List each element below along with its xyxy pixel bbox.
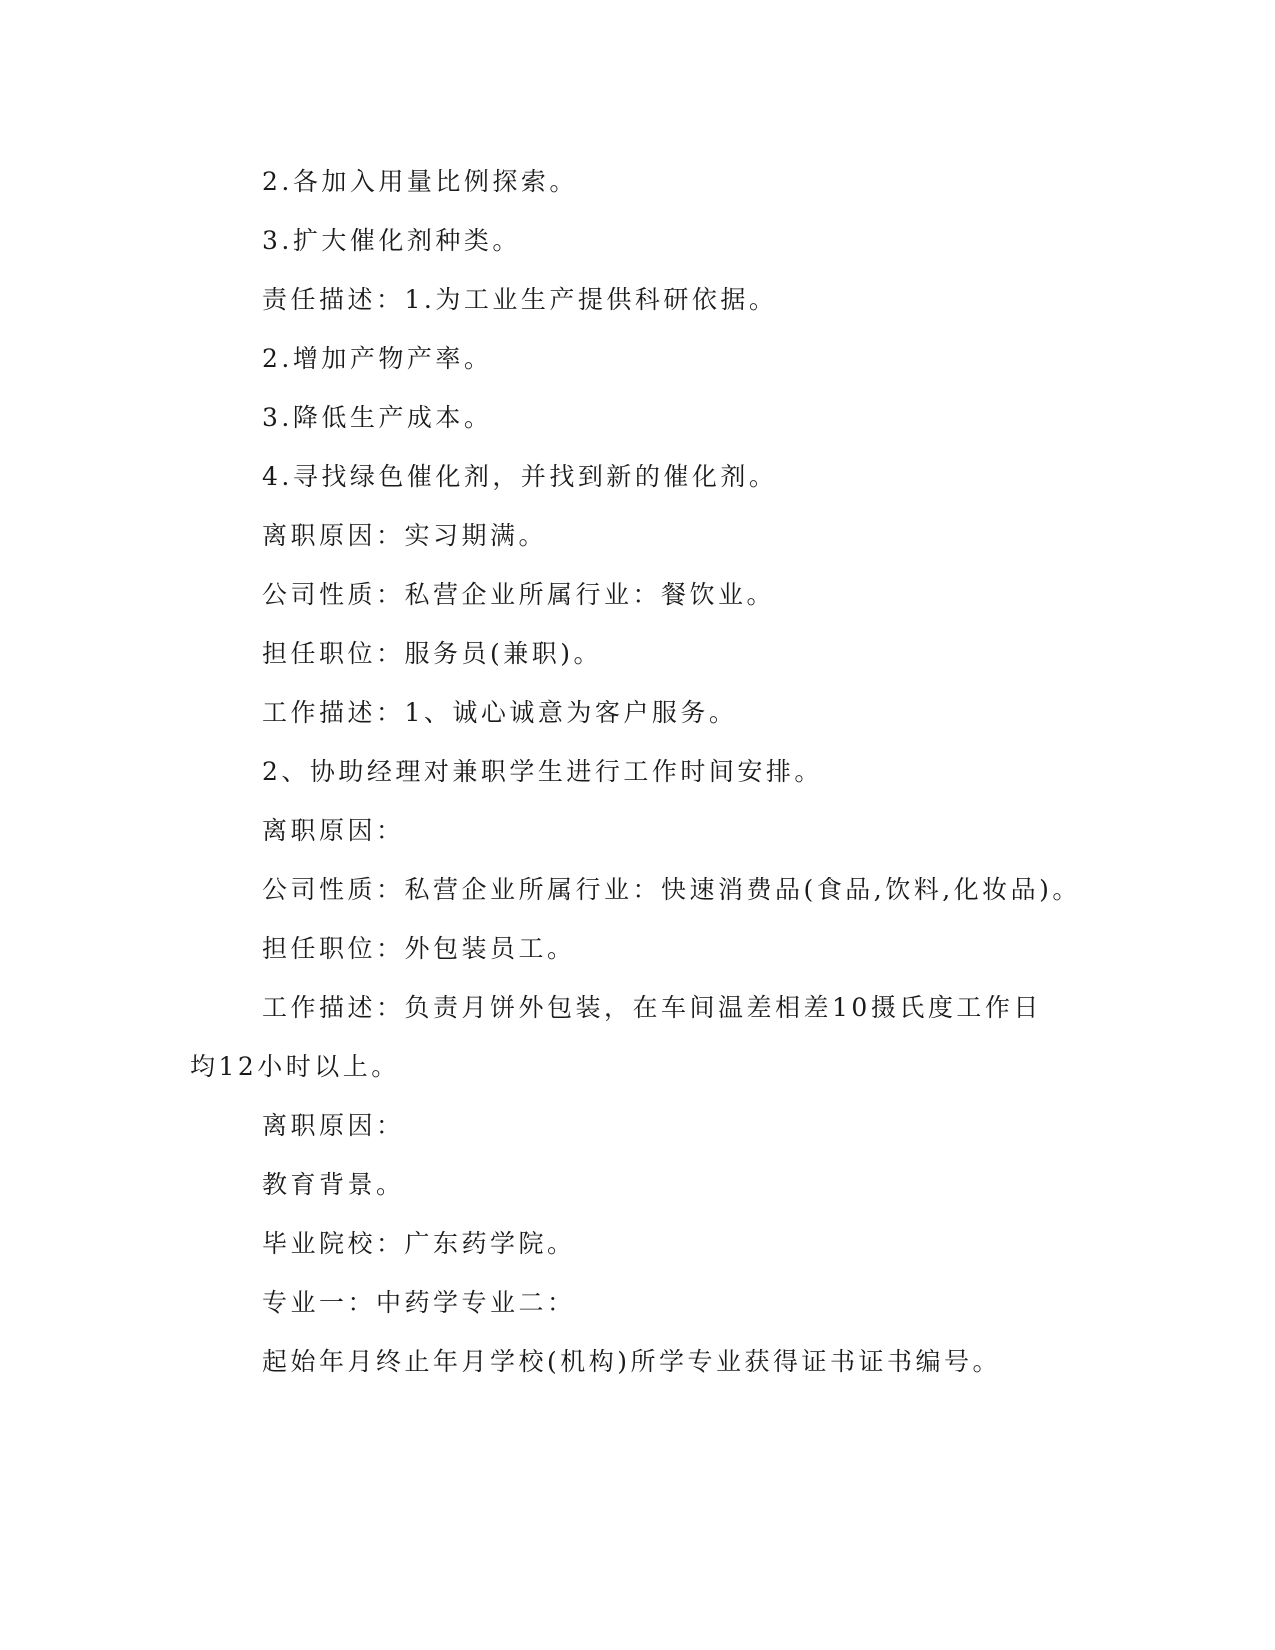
text-line: 毕业院校：广东药学院。 — [262, 1229, 576, 1258]
text-line-continuation: 均12小时以上。 — [190, 1052, 400, 1081]
text-line: 公司性质：私营企业所属行业：餐饮业。 — [262, 580, 776, 609]
text-line: 3.降低生产成本。 — [262, 403, 493, 432]
text-line: 工作描述：1、诚心诚意为客户服务。 — [262, 698, 738, 727]
text-line: 2.增加产物产率。 — [262, 344, 493, 373]
text-line: 4.寻找绿色催化剂，并找到新的催化剂。 — [262, 462, 778, 491]
text-line: 2.各加入用量比例探索。 — [262, 167, 578, 196]
text-line: 担任职位：外包装员工。 — [262, 934, 576, 963]
text-line: 责任描述：1.为工业生产提供科研依据。 — [262, 285, 778, 314]
text-line: 离职原因：实习期满。 — [262, 521, 548, 550]
text-line: 离职原因： — [262, 1111, 405, 1140]
text-line: 公司性质：私营企业所属行业：快速消费品(食品,饮料,化妆品)。 — [262, 875, 1081, 904]
section-heading: 教育背景。 — [262, 1170, 405, 1199]
text-line: 2、协助经理对兼职学生进行工作时间安排。 — [262, 757, 823, 786]
text-line: 担任职位：服务员(兼职)。 — [262, 639, 603, 668]
text-line: 起始年月终止年月学校(机构)所学专业获得证书证书编号。 — [262, 1347, 1002, 1376]
text-line: 3.扩大催化剂种类。 — [262, 226, 521, 255]
text-line: 专业一：中药学专业二： — [262, 1288, 576, 1317]
text-line: 工作描述：负责月饼外包装，在车间温差相差10摄氏度工作日 — [262, 993, 1042, 1022]
text-line: 离职原因： — [262, 816, 405, 845]
